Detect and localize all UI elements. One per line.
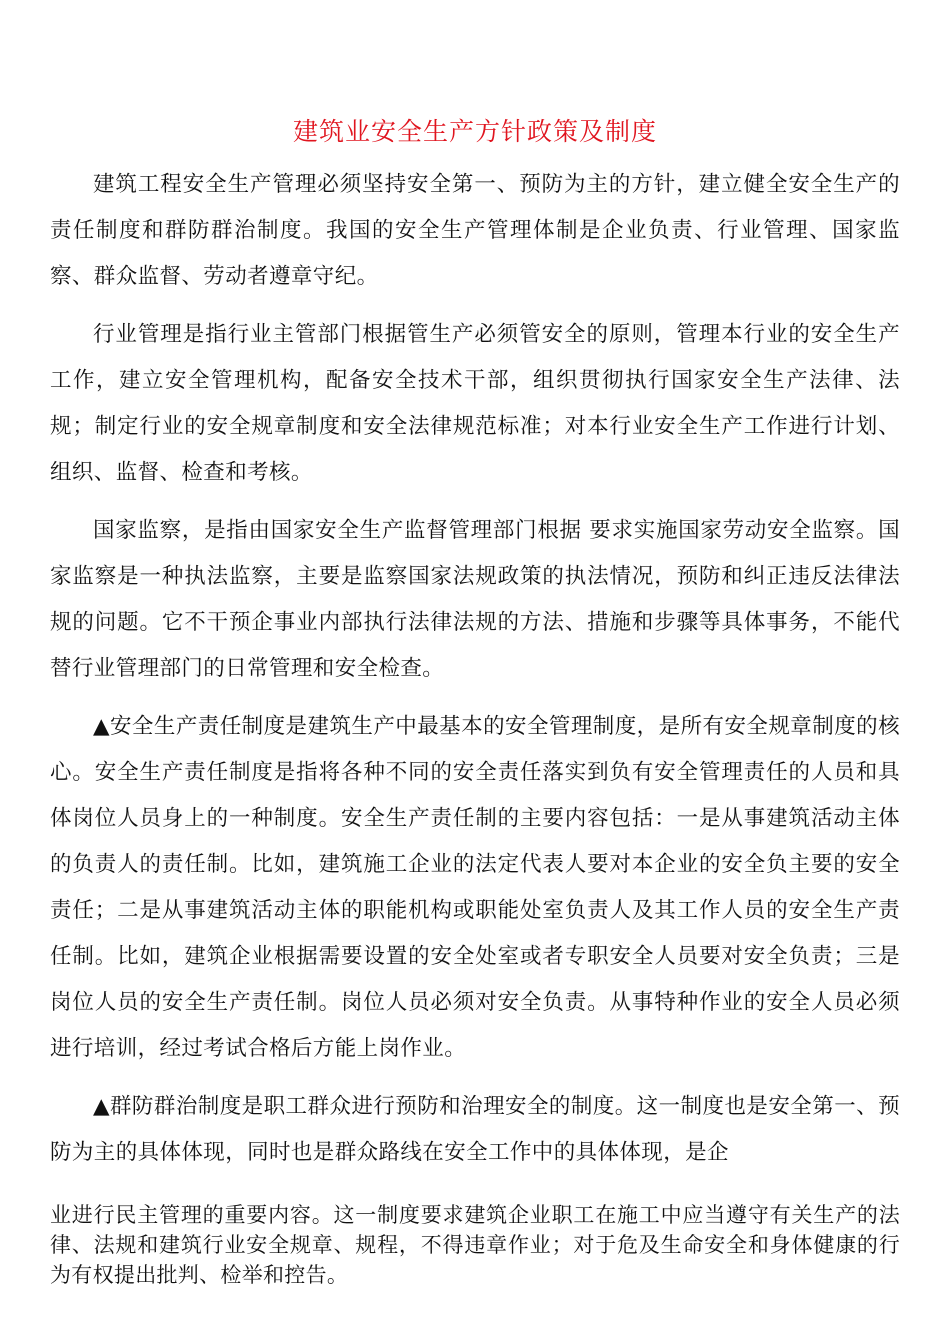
document-title: 建筑业安全生产方针政策及制度 — [292, 117, 657, 146]
paragraph-state-supervision: 国家监察，是指由国家安全生产监督管理部门根据 要求实施国家劳动安全监察。国家监察是一种执法监察，主要是监察国家法规政策的执法情况，预防和纠正违反法律法规的问题。它不干预企事业内部执行法律法规的方法、措施和步骤等具体事务，不能代替行业管理部门的日常管理和安全检查。 — [50, 518, 900, 681]
paragraph-mass-prevention: ▲群防群治制度是职工群众进行预防和治理安全的制度。这一制度也是安全第一、预防为主的具体体现，同时也是群众路线在安全工作中的具体体现，是企 — [50, 1094, 900, 1165]
document-body — [50, 162, 900, 1188]
paragraph-safety-policy: 建筑工程安全生产管理必须坚持安全第一、预防为主的方针，建立健全安全生产的责任制度和群防群治制度。我国的安全生产管理体制是企业负责、行业管理、国家监察、群众监督、劳动者遵章守纪。 — [50, 172, 900, 289]
paragraph-responsibility-system: ▲安全生产责任制度是建筑生产中最基本的安全管理制度，是所有安全规章制度的核心。安全生产责任制度是指将各种不同的安全责任落实到负有安全管理责任的人员和具体岗位人员身上的一种制度。安全生产责任制的主要内容包括：一是从事建筑活动主体的负责人的责任制。比如，建筑施工企业的法定代表人要对本企业的安全负主要的安全责任；二是从事建筑活动主体的职能机构或职能处室负责人及其工作人员的安全生产责任制。比如，建筑企业根据需要设置的安全处室或者专职安全人员要对安全负责；三是岗位人员的安全生产责任制。岗位人员必须对安全负责。从事特种作业的安全人员必须进行培训，经过考试合格后方能上岗作业。 — [50, 714, 900, 1061]
paragraph-continuation: 业进行民主管理的重要内容。这一制度要求建筑企业职工在施工中应当遵守有关生产的法律、法规和建筑行业安全规章、规程，不得违章作业；对于危及生命安全和身体健康的行为有权提出批判、检举和控告。 — [50, 1203, 900, 1287]
paragraph-industry-management: 行业管理是指行业主管部门根据管生产必须管安全的原则，管理本行业的安全生产工作，建立安全管理机构，配备安全技术干部，组织贯彻执行国家安全生产法律、法规；制定行业的安全规章制度和安全法律规范标准；对本行业安全生产工作进行计划、组织、监督、检查和考核。 — [50, 322, 900, 485]
